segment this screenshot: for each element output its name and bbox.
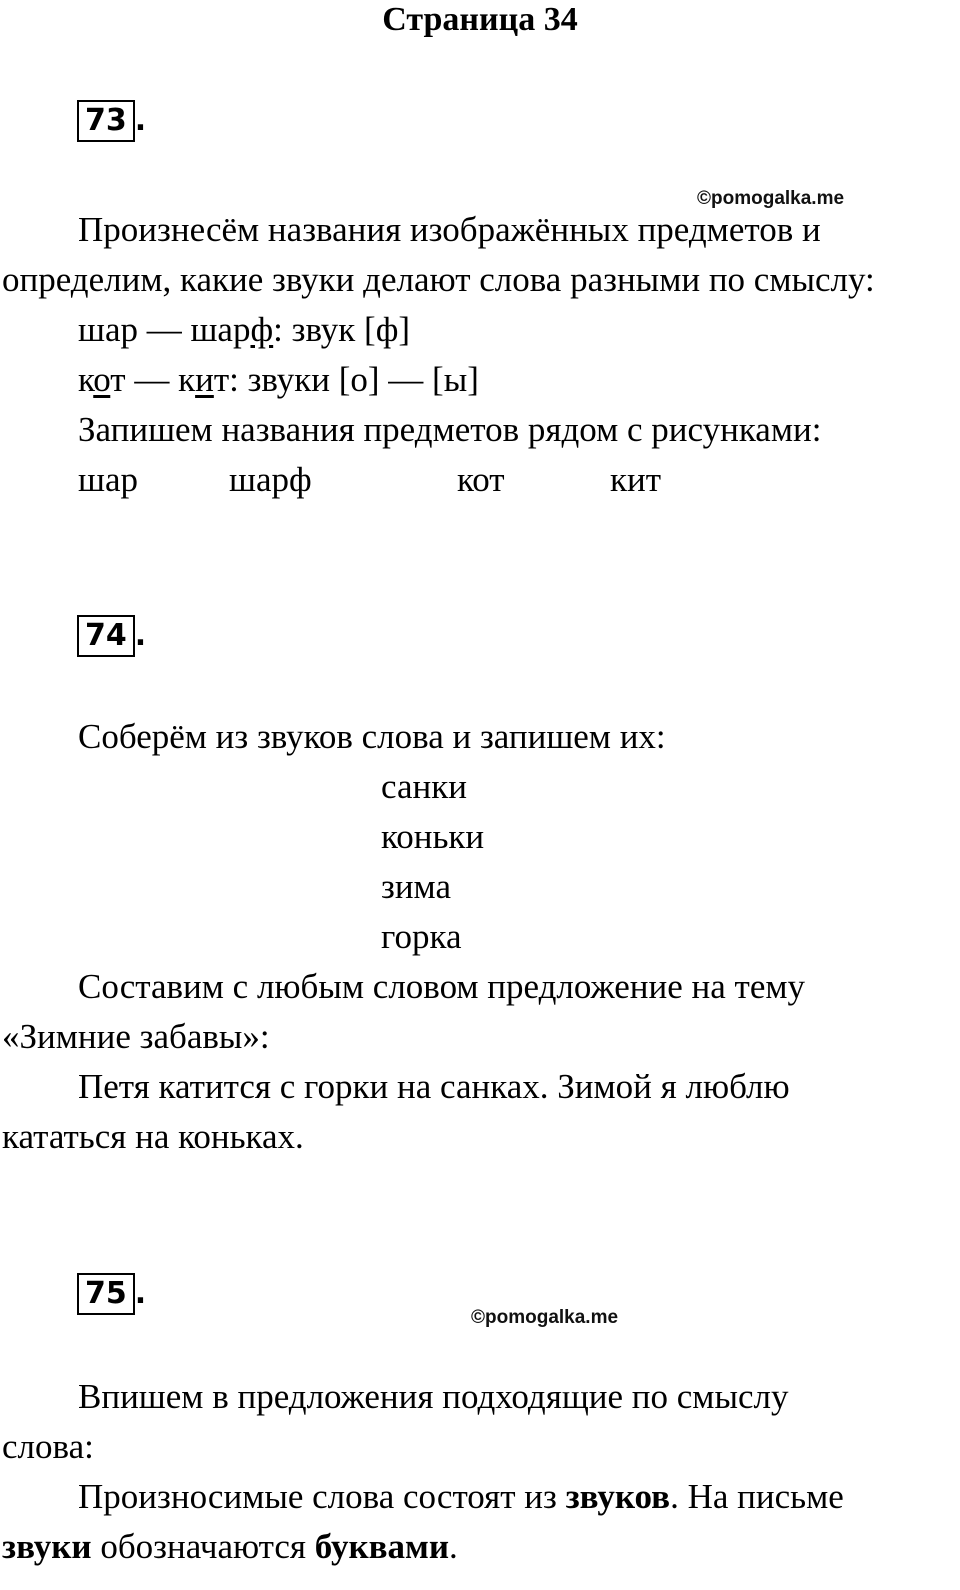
task-number-box	[77, 615, 135, 657]
task-74-compose-line-2: «Зимние забавы»:	[2, 1017, 270, 1056]
task-73-number	[77, 100, 146, 138]
task-74-number	[77, 615, 146, 653]
task-73-word: кот	[457, 460, 505, 499]
task-74-word: зима	[381, 867, 451, 906]
task-75-number	[77, 1273, 146, 1311]
task-number-text: 73	[85, 103, 127, 138]
task-75-sentence-2	[2, 1522, 458, 1572]
sentence-2-answer-2: буквами	[314, 1527, 450, 1566]
sentence-1-part-2: . На письме	[670, 1477, 844, 1516]
sentence-1-part-1: Произносимые слова состоят из	[78, 1477, 566, 1516]
task-74-intro: Соберём из звуков слова и запишем их:	[78, 717, 666, 756]
pair-2-underlined-i: и	[195, 360, 214, 399]
task-75-sentence-1	[78, 1472, 844, 1522]
task-75-intro-line-2: слова:	[2, 1427, 94, 1466]
task-74-answer-line-2: кататься на коньках.	[2, 1117, 304, 1156]
task-74-word: коньки	[381, 817, 485, 856]
pair-1-end: : звук [ф]	[273, 310, 411, 349]
task-73-word: шар	[78, 460, 138, 499]
pair-1-underlined-letter: ф	[250, 310, 274, 349]
pair-2-mid: т — к	[110, 360, 196, 399]
task-number-text: 74	[85, 618, 127, 653]
task-73-pair-2	[78, 355, 479, 405]
task-number-dot: .	[134, 618, 147, 653]
pair-1-start: шар — шар	[78, 310, 251, 349]
task-73-word: шарф	[229, 460, 312, 499]
task-74-compose-line-1: Составим с любым словом предложение на тему	[78, 967, 806, 1006]
task-74-word: санки	[381, 767, 467, 806]
watermark: ©pomogalka.me	[471, 1307, 619, 1328]
task-73-intro-line-2: определим, какие звуки делают слова разными по смыслу:	[2, 260, 875, 299]
task-73-pair-1	[78, 305, 410, 355]
task-number-dot: .	[134, 1276, 147, 1311]
sentence-2-part-2: .	[449, 1527, 458, 1566]
pair-2-end: т: звуки [о] — [ы]	[213, 360, 479, 399]
task-number-box	[77, 100, 135, 142]
task-number-dot: .	[134, 103, 147, 138]
sentence-2-part-1: обозначаются	[91, 1527, 315, 1566]
task-74-word: горка	[381, 917, 462, 956]
task-75-intro-line-1: Впишем в предложения подходящие по смыслу	[78, 1377, 789, 1416]
page-title: Страница 34	[382, 1, 578, 38]
pair-2-underlined-o: о	[93, 360, 111, 399]
pair-2-k: к	[78, 360, 94, 399]
watermark: ©pomogalka.me	[697, 188, 845, 209]
task-73-word: кит	[610, 460, 662, 499]
task-74-answer-line-1: Петя катится с горки на санках. Зимой я люблю	[78, 1067, 790, 1106]
sentence-1-answer: звуков	[565, 1477, 671, 1516]
task-73-intro-line-1: Произнесём названия изображённых предметов и	[78, 210, 821, 249]
task-73-write-line: Запишем названия предметов рядом с рисунками:	[78, 410, 822, 449]
task-number-box	[77, 1273, 135, 1315]
sentence-2-answer-1: звуки	[2, 1527, 92, 1566]
task-number-text: 75	[85, 1276, 127, 1311]
